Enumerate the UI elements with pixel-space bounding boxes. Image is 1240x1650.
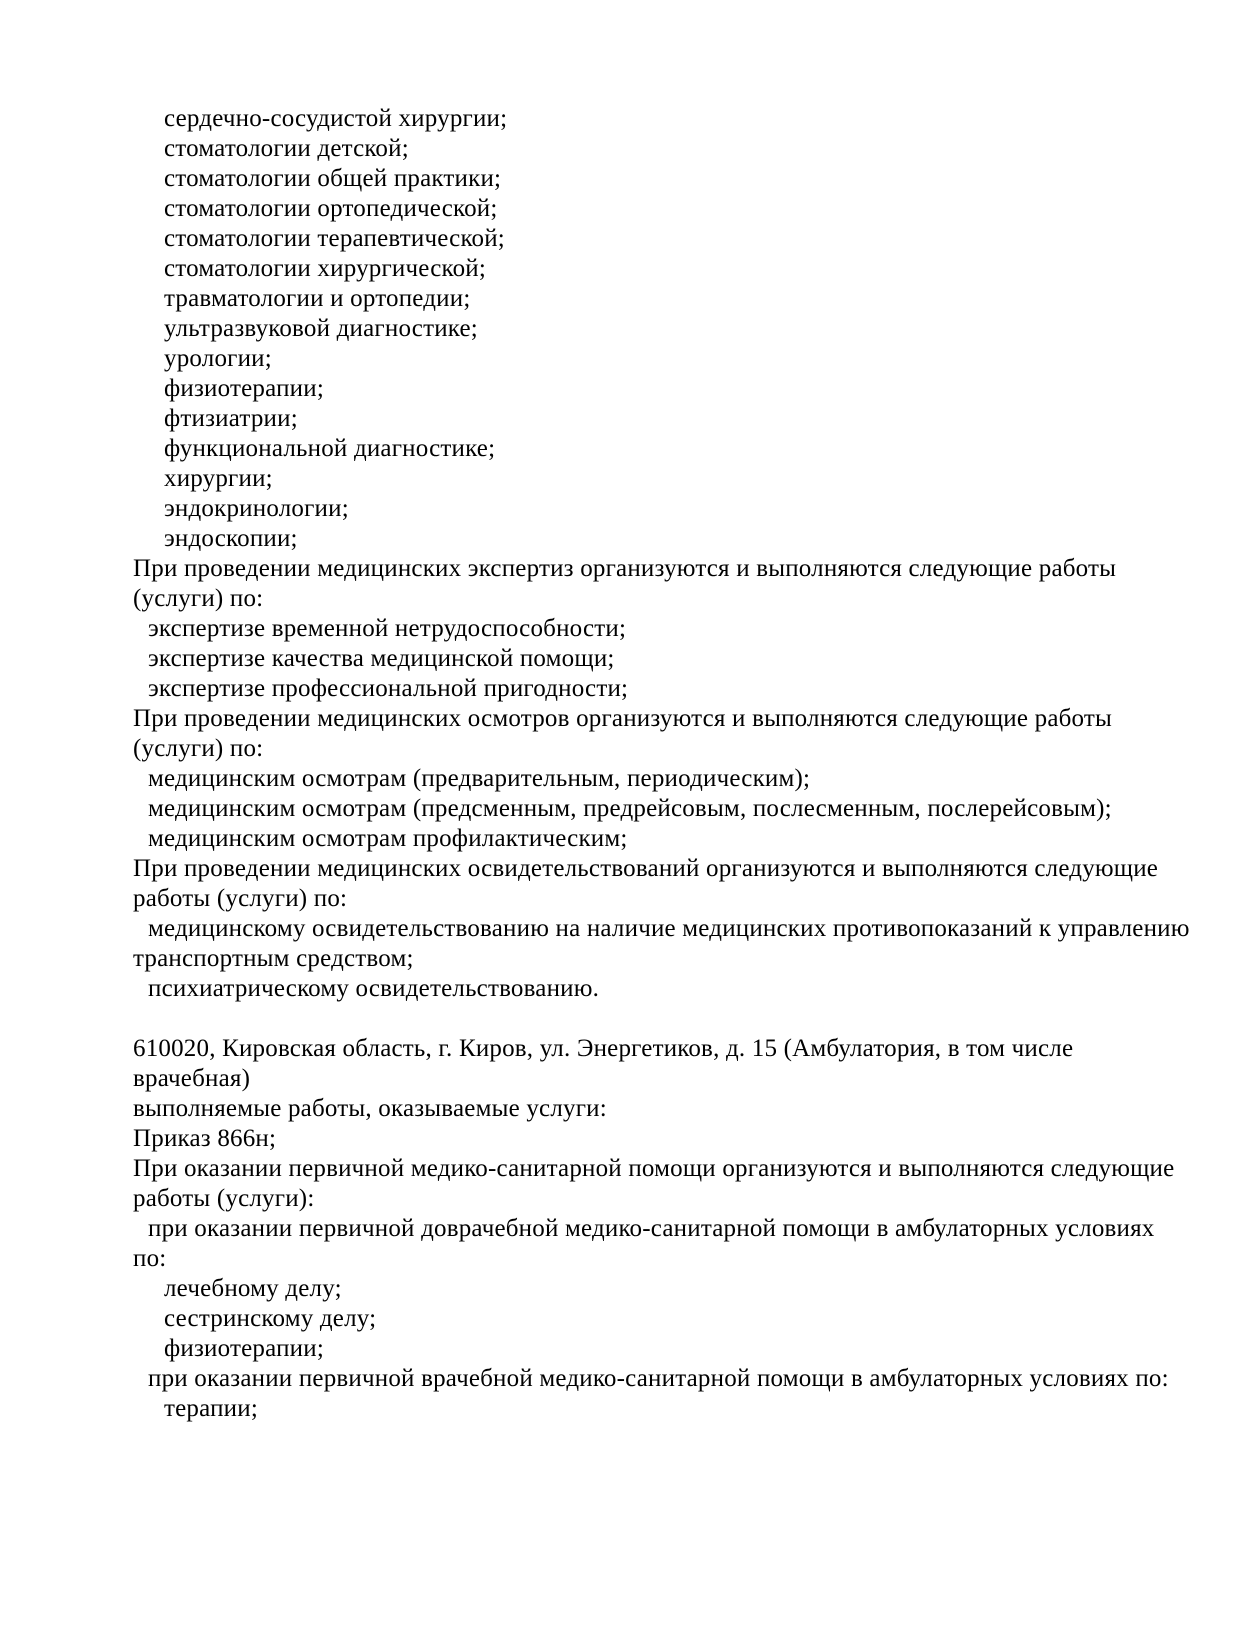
- text-line: медицинскому освидетельствованию на наличие медицинских противопоказаний к управлению: [148, 915, 1190, 942]
- text-line: (услуги) по:: [133, 735, 264, 762]
- text-line: фтизиатрии;: [164, 405, 298, 432]
- text-line: эндоскопии;: [164, 525, 298, 552]
- text-line: стоматологии терапевтической;: [164, 225, 505, 252]
- text-line: функциональной диагностике;: [164, 435, 496, 462]
- text-line: стоматологии детской;: [164, 135, 409, 162]
- text-line: физиотерапии;: [164, 1335, 324, 1362]
- text-line: При оказании первичной медико-санитарной помощи организуются и выполняются следующие: [133, 1155, 1175, 1182]
- text-line: терапии;: [164, 1395, 258, 1422]
- text-line: врачебная): [133, 1065, 251, 1092]
- text-line: медицинским осмотрам (предварительным, периодическим);: [148, 765, 811, 792]
- text-line: работы (услуги):: [133, 1185, 315, 1212]
- text-line: сердечно-сосудистой хирургии;: [164, 105, 508, 132]
- text-line: при оказании первичной доврачебной медико-санитарной помощи в амбулаторных условиях: [148, 1215, 1155, 1242]
- text-line: При проведении медицинских осмотров организуются и выполняются следующие работы: [133, 705, 1113, 732]
- text-line: по:: [133, 1245, 167, 1272]
- text-line: медицинским осмотрам (предсменным, предрейсовым, послесменным, послерейсовым);: [148, 795, 1112, 822]
- text-line: ультразвуковой диагностике;: [164, 315, 478, 342]
- text-line: выполняемые работы, оказываемые услуги:: [133, 1095, 607, 1122]
- text-line: хирургии;: [164, 465, 273, 492]
- text-line: психиатрическому освидетельствованию.: [148, 975, 600, 1002]
- document-text-block: [133, 104, 1190, 1424]
- text-line: работы (услуги) по:: [133, 885, 348, 912]
- text-line: физиотерапии;: [164, 375, 324, 402]
- text-line: эндокринологии;: [164, 495, 349, 522]
- text-line: экспертизе временной нетрудоспособности;: [148, 615, 627, 642]
- text-line: стоматологии хирургической;: [164, 255, 486, 282]
- text-line: урологии;: [164, 345, 272, 372]
- text-line: Приказ 866н;: [133, 1125, 277, 1152]
- text-line: (услуги) по:: [133, 585, 264, 612]
- text-line: стоматологии общей практики;: [164, 165, 502, 192]
- text-line: При проведении медицинских экспертиз организуются и выполняются следующие работы: [133, 555, 1117, 582]
- text-line: при оказании первичной врачебной медико-санитарной помощи в амбулаторных условиях по:: [148, 1365, 1169, 1392]
- text-line: стоматологии ортопедической;: [164, 195, 498, 222]
- text-line: 610020, Кировская область, г. Киров, ул. Энергетиков, д. 15 (Амбулатория, в том числе: [133, 1035, 1074, 1062]
- text-line: экспертизе профессиональной пригодности;: [148, 675, 629, 702]
- text-line: травматологии и ортопедии;: [164, 285, 471, 312]
- text-line: экспертизе качества медицинской помощи;: [148, 645, 615, 672]
- text-line: транспортным средством;: [133, 945, 414, 972]
- text-line: При проведении медицинских освидетельствований организуются и выполняются следующие: [133, 855, 1159, 882]
- text-line: сестринскому делу;: [164, 1305, 377, 1332]
- text-line: медицинским осмотрам профилактическим;: [148, 825, 628, 852]
- text-line: лечебному делу;: [164, 1275, 342, 1302]
- blank-line: [133, 1004, 1110, 1034]
